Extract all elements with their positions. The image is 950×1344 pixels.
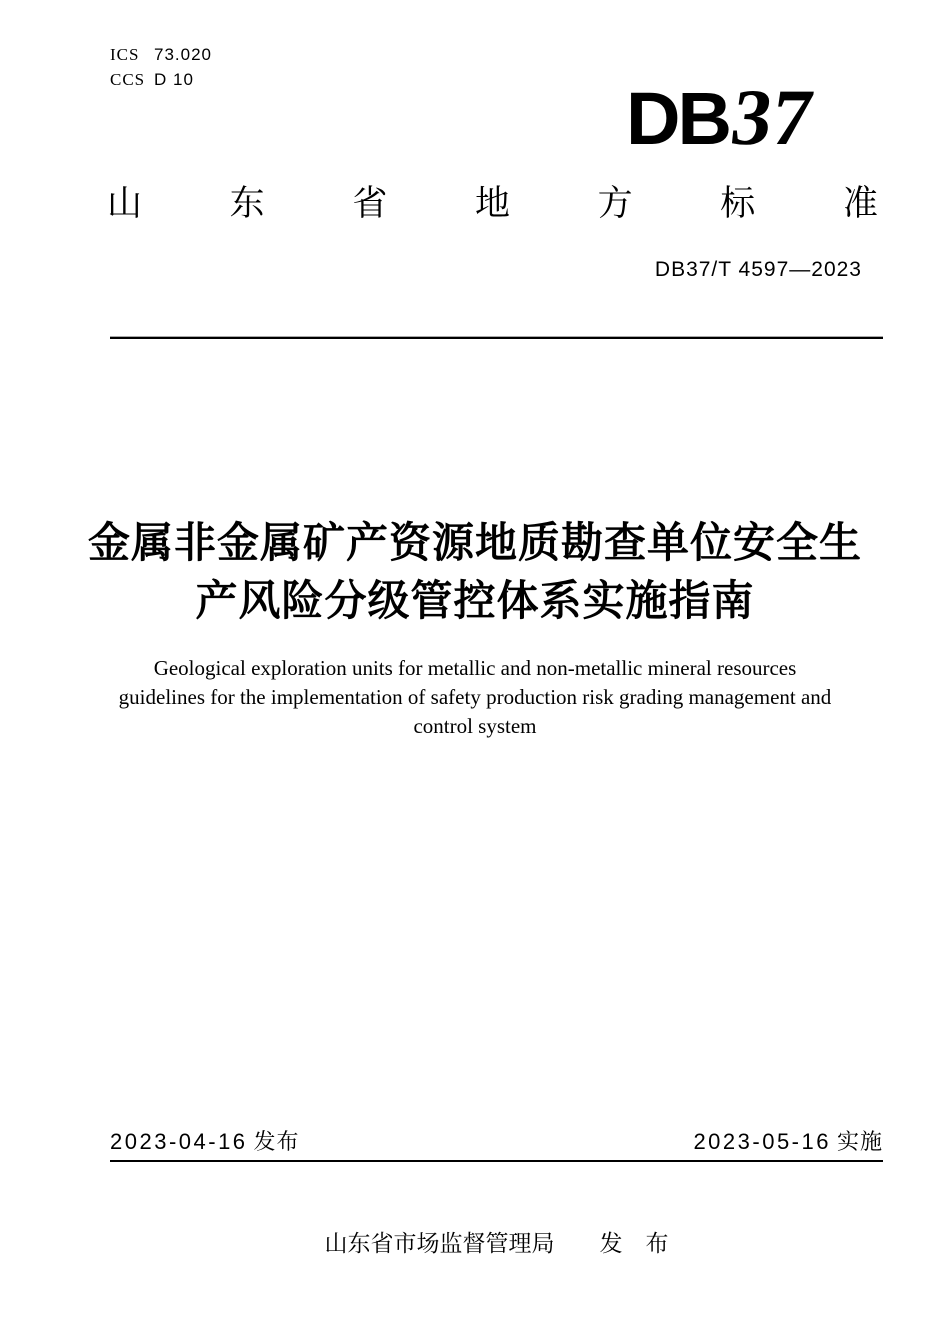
implementation-date: 2023-05-16 [693, 1129, 831, 1154]
issue-label: 发布 [253, 1129, 300, 1154]
title-en-line3: control system [413, 714, 537, 738]
document-title-english [85, 654, 865, 741]
ics-code-row [110, 42, 212, 67]
standard-category-char: 东 [229, 184, 265, 223]
footer-divider-rule [110, 1160, 883, 1162]
standard-category-char: 标 [720, 184, 756, 223]
publisher-line [110, 1228, 883, 1258]
standard-category-char: 准 [842, 184, 878, 223]
ccs-code-row [110, 67, 212, 92]
title-en-line1: Geological exploration units for metallic and non-metallic mineral resources [153, 656, 797, 680]
implementation-label: 实施 [836, 1129, 883, 1154]
title-en-line2: guidelines for the implementation of safety production risk grading management and [118, 685, 832, 709]
db37-logo [626, 74, 819, 162]
header-divider-rule [110, 336, 883, 339]
publisher-name: 山东省市场监督管理局 [324, 1230, 555, 1256]
ccs-label: CCS [110, 70, 146, 89]
title-cn-line2: 产风险分级管控体系实施指南 [195, 577, 755, 624]
ics-label: ICS [110, 45, 140, 64]
issue-date: 2023-04-16 [110, 1129, 248, 1154]
footer-dates-row [110, 1128, 883, 1156]
implementation-date-group [693, 1128, 883, 1156]
db37-logo-letters: DB [626, 77, 730, 160]
standard-category-char: 山 [107, 184, 143, 223]
title-cn-line1: 金属非金属矿产资源地质勘查单位安全生 [87, 519, 862, 566]
ccs-value: D 10 [154, 70, 194, 89]
standard-category-char: 地 [474, 184, 510, 223]
standard-category-char: 省 [352, 184, 388, 223]
standard-category-title [107, 183, 878, 225]
classification-codes [110, 42, 212, 92]
document-title-chinese [85, 514, 865, 630]
ics-value: 73.020 [154, 45, 212, 64]
db37-logo-number: 37 [725, 74, 819, 162]
standard-code: DB37/T 4597—2023 [654, 258, 862, 281]
standard-category-char: 方 [597, 184, 633, 223]
publish-action-label: 发 布 [599, 1230, 669, 1256]
issue-date-group [110, 1128, 300, 1156]
